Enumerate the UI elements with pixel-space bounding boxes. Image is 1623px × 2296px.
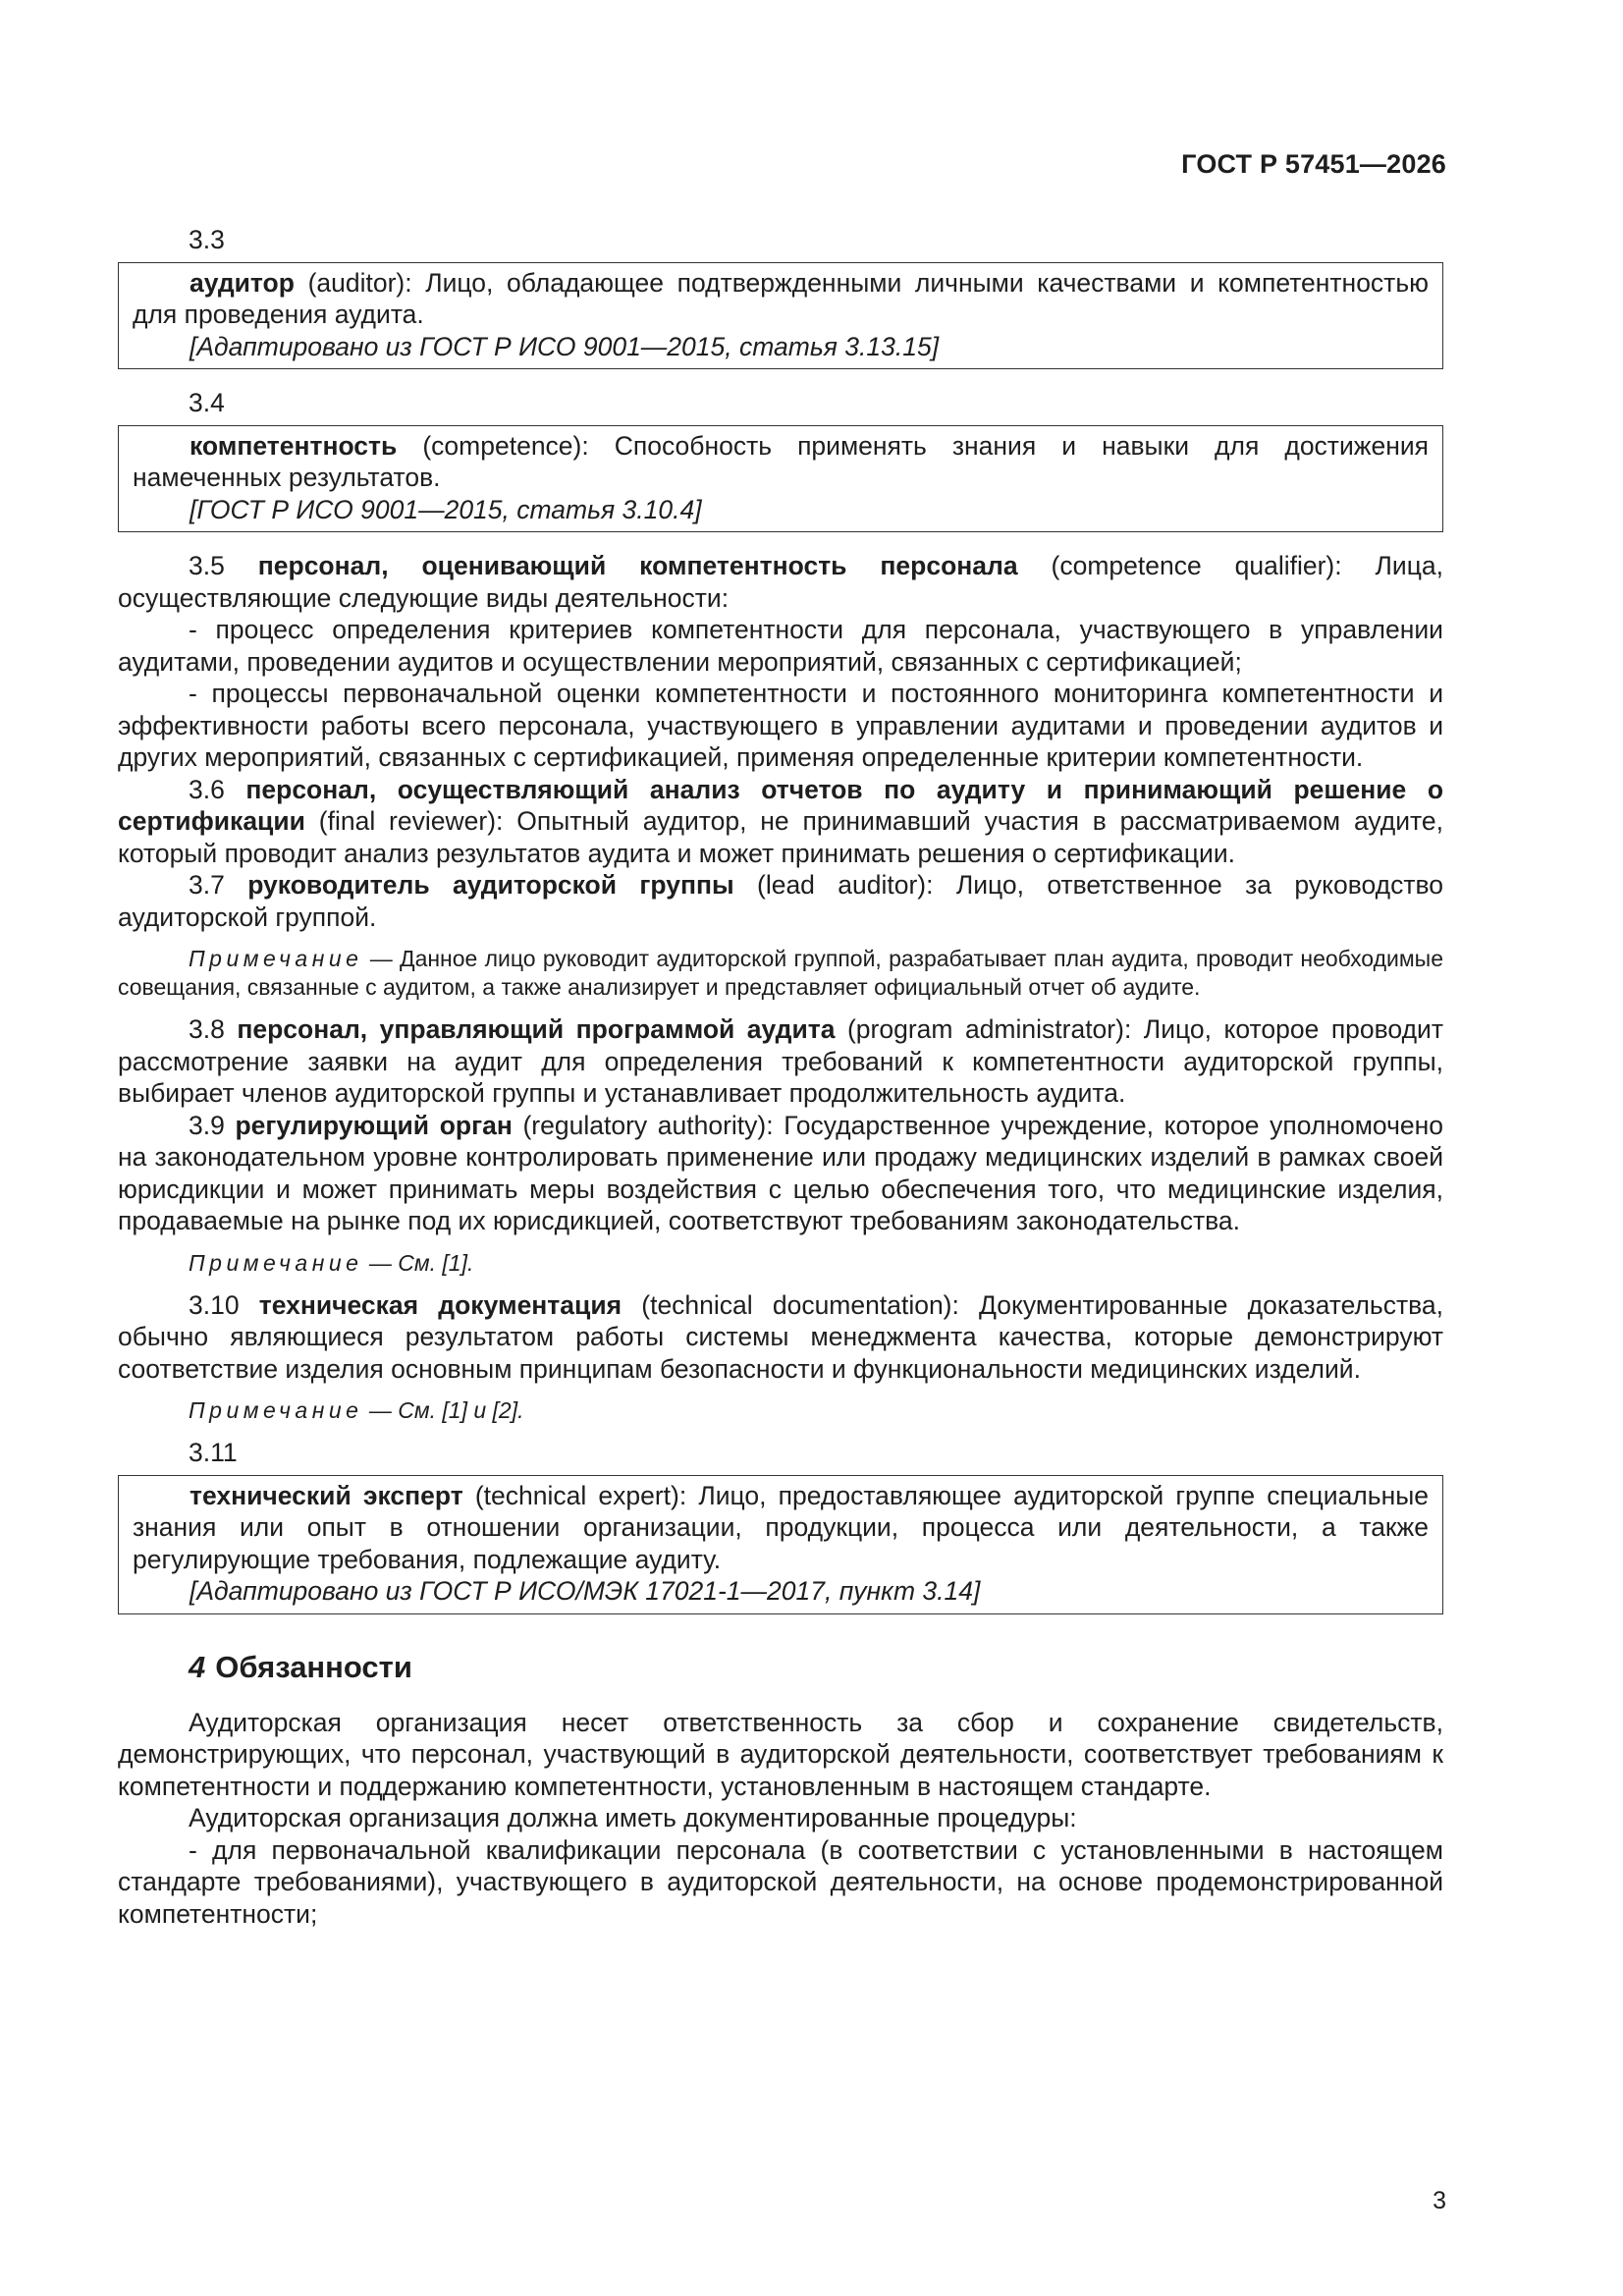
term-text: (technical expert): Лицо, предоставляющее аудиторской группе специальные знания или опыт в отношении организации, продукции, процесса или деятельности, а также регулирующие требования, подлежащие аудиту. — [133, 1480, 1430, 1574]
term-box-competence — [118, 425, 1443, 533]
list-item: - для первоначальной квалификации персонала (в соответствии с установленными в настоящем стандарте требованиями), участвующего в аудиторской деятельности, на основе продемонстрированной компетентности; — [118, 1834, 1443, 1929]
term-number: 3.4 — [189, 388, 225, 417]
term-text: (regulatory authority): Государственное учреждение, которое уполномочено на законодательном уровне контролировать применение или продажу медицинских изделий в рамках своей юрисдикции и может принимать меры воздействия с целью обеспечения того, что медицинские изделия, продаваемые на рынке под их юрисдикцией, соответствуют требованиям законодательства. — [118, 1110, 1443, 1235]
standard-code: ГОСТ Р 57451—2026 — [1181, 149, 1446, 179]
note-text: — См. [1] и [2]. — [362, 1397, 524, 1423]
section-heading — [189, 1650, 1443, 1685]
page-content — [118, 224, 1443, 1930]
page-number: 3 — [1433, 2187, 1446, 2214]
term-box-auditor — [118, 262, 1443, 370]
term-text: (lead auditor): Лицо, ответственное за руководство аудиторской группой. — [118, 870, 1444, 932]
term-name: персонал, управляющий программой аудита — [237, 1014, 836, 1044]
term-number: 3.11 — [189, 1438, 238, 1467]
paragraph: Аудиторская организация несет ответственность за сбор и сохранение свидетельств, демонстрирующих, что персонал, участвующий в аудиторской деятельности, соответствует требованиям к компетентности и поддержанию компетентности, установленным в настоящем стандарте. — [118, 1707, 1443, 1801]
term-text: (program administrator): Лицо, которое проводит рассмотрение заявки на аудит для определения требований к компетентности аудиторской группы, выбирает членов аудиторской группы и устанавливает продолжительность аудита. — [118, 1014, 1443, 1108]
term-text: (technical documentation): Документированные доказательства, обычно являющиеся результатом работы системы менеджмента качества, которые демонстрируют соответствие изделия основным принципам безопасности и функциональности медицинских изделий. — [118, 1289, 1443, 1384]
term-name: регулирующий орган — [235, 1110, 513, 1140]
note-label: Примечание — [189, 1249, 363, 1276]
term-text: (auditor): Лицо, обладающее подтвержденными личными качествами и компетентностью для проведения аудита. — [133, 267, 1429, 329]
term-name: технический эксперт — [189, 1480, 463, 1510]
note-text: — См. [1]. — [362, 1249, 474, 1276]
term-name: персонал, осуществляющий анализ отчетов по аудиту и принимающий решение о сертификации — [118, 774, 1443, 836]
term-definition: 3.6 персонал, осуществляющий анализ отчетов по аудиту и принимающий решение о сертификации (final reviewer): Опытный аудитор, не принимавший участия в рассматриваемом аудите, который проводит анализ результатов аудита и может принимать решения о сертификации. — [118, 774, 1443, 868]
term-name: компетентность — [189, 430, 398, 461]
paragraph: Аудиторская организация должна иметь документированные процедуры: — [189, 1803, 1077, 1832]
term-definition: 3.7 руководитель аудиторской группы (lead auditor): Лицо, ответственное за руководство аудиторской группой. — [118, 870, 1444, 932]
term-text: (competence qualifier): Лица, осуществляющие следующие виды деятельности: — [118, 551, 1443, 613]
list-item: - процессы первоначальной оценки компетентности и постоянного мониторинга компетентности и эффективности работы всего персонала, участвующего в управлении аудитами и проведении аудитов и других мероприятий, связанных с сертификацией, применяя определенные критерии компетентности. — [118, 679, 1443, 772]
term-name: персонал, оценивающий компетентность персонала — [257, 551, 1018, 580]
note-text: — Данное лицо руководит аудиторской группой, разрабатывает план аудита, проводит необходимые совещания, связанные с аудитом, а также анализирует и представляет официальный отчет об аудите. — [118, 946, 1443, 1000]
term-definition: 3.5 персонал, оценивающий компетентность персонала (competence qualifier): Лица, осуществляющие следующие виды деятельности: — [118, 551, 1443, 613]
term-definition: 3.8 персонал, управляющий программой аудита (program administrator): Лицо, которое проводит рассмотрение заявки на аудит для определения требований к компетентности аудиторской группы, выбирает членов аудиторской группы и устанавливает продолжительность аудита. — [118, 1014, 1443, 1108]
term-name: техническая документация — [258, 1289, 622, 1320]
note-label: Примечание — [189, 946, 363, 971]
term-text: (competence): Способность применять знания и навыки для достижения намеченных результатов. — [133, 430, 1429, 492]
term-definition — [133, 1480, 1429, 1576]
list-item: - процесс определения критериев компетентности для персонала, участвующего в управлении аудитами, проведении аудитов и осуществлении мероприятий, связанных с сертификацией; — [118, 615, 1443, 677]
term-definition — [133, 267, 1429, 331]
term-source: [Адаптировано из ГОСТ Р ИСО/МЭК 17021-1—2017, пункт 3.14] — [189, 1576, 981, 1606]
section-number: 4 — [189, 1649, 206, 1684]
term-definition: 3.9 регулирующий орган (regulatory authority): Государственное учреждение, которое уполномочено на законодательном уровне контролировать применение или продажу медицинских изделий в рамках своей юрисдикции и может принимать меры воздействия с целью обеспечения того, что медицинские изделия, продаваемые на рынке под их юрисдикцией, соответствуют требованиям законодательства. — [118, 1110, 1443, 1235]
term-name: руководитель аудиторской группы — [247, 870, 734, 900]
term-text: (final reviewer): Опытный аудитор, не принимавший участия в рассматриваемом аудите, который проводит анализ результатов аудита и может принимать решения о сертификации. — [118, 806, 1443, 868]
term-definition: 3.10 техническая документация (technical documentation): Документированные доказательства, обычно являющиеся результатом работы системы менеджмента качества, которые демонстрируют соответствие изделия основным принципам безопасности и функциональности медицинских изделий. — [118, 1289, 1443, 1384]
note-label: Примечание — [189, 1397, 363, 1423]
term-source: [ГОСТ Р ИСО 9001—2015, статья 3.10.4] — [189, 494, 702, 524]
note — [118, 1249, 1443, 1278]
term-box-technical-expert — [118, 1475, 1443, 1614]
term-number: 3.3 — [189, 225, 225, 254]
term-source: [Адаптировано из ГОСТ Р ИСО 9001—2015, статья 3.13.15] — [189, 331, 940, 361]
note — [118, 945, 1443, 1002]
note — [118, 1396, 1443, 1425]
term-definition — [133, 430, 1429, 494]
section-title: Обязанности — [215, 1649, 412, 1684]
term-name: аудитор — [189, 267, 295, 298]
